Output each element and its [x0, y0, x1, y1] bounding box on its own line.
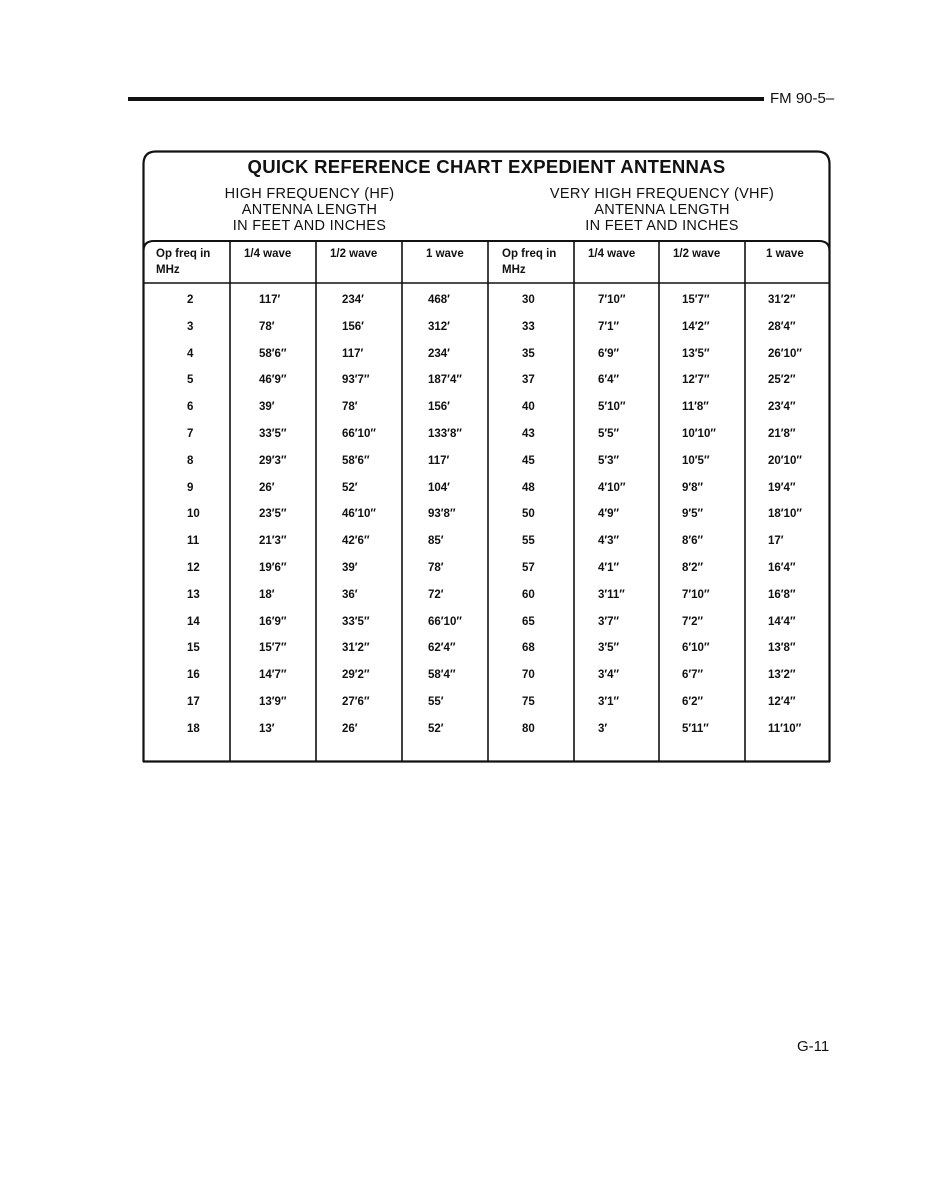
table-cell-vhf-full-wave: 23′4″	[768, 401, 796, 414]
table-cell-op-freq-hf: 14	[187, 615, 200, 628]
table-cell-vhf-half-wave: 15′7″	[682, 294, 710, 306]
table-cell-vhf-half-wave: 6′7″	[682, 669, 704, 682]
table-cell-vhf-full-wave: 12′4″	[768, 696, 796, 708]
table-cell-op-freq-hf: 13	[187, 588, 200, 601]
table-cell-hf-full-wave: 104′	[428, 481, 450, 494]
table-cell-hf-half-wave: 27′6″	[342, 696, 370, 708]
table-cell-op-freq-vhf: 35	[522, 347, 535, 360]
table-cell-vhf-full-wave: 25′2″	[768, 374, 796, 387]
table-cell-hf-full-wave: 312′	[428, 320, 450, 333]
hf-heading-line: HIGH FREQUENCY (HF)	[224, 186, 395, 202]
table-cell-hf-half-wave: 58′6″	[342, 454, 370, 467]
table-cell-op-freq-vhf: 65	[522, 615, 535, 628]
table-cell-vhf-half-wave: 6′2″	[682, 696, 704, 708]
table-cell-vhf-full-wave: 16′8″	[768, 588, 796, 601]
table-cell-vhf-half-wave: 10′5″	[682, 454, 710, 467]
table-cell-op-freq-vhf: 70	[522, 669, 535, 682]
column-header-hf-quarter-wave: 1/4 wave	[244, 248, 292, 260]
table-cell-op-freq-vhf: 48	[522, 481, 535, 494]
table-cell-vhf-quarter-wave: 3′	[598, 722, 608, 735]
table-cell-op-freq-hf: 8	[187, 454, 194, 467]
table-cell-vhf-quarter-wave: 4′9″	[598, 508, 620, 521]
vhf-heading-line: IN FEET AND INCHES	[585, 218, 739, 234]
table-cell-hf-full-wave: 55′	[428, 696, 444, 708]
table-cell-op-freq-vhf: 30	[522, 294, 535, 306]
table-cell-vhf-quarter-wave: 3′11″	[598, 588, 625, 601]
table-cell-hf-half-wave: 36′	[342, 588, 358, 601]
table-cell-vhf-half-wave: 9′8″	[682, 481, 704, 494]
table-cell-op-freq-vhf: 40	[522, 401, 535, 414]
vhf-heading	[522, 186, 802, 234]
table-cell-vhf-full-wave: 26′10″	[768, 347, 802, 360]
column-header-vhf-half-wave: 1/2 wave	[673, 248, 721, 260]
table-cell-hf-full-wave: 85′	[428, 535, 444, 548]
table-cell-op-freq-hf: 16	[187, 669, 200, 682]
table-cell-op-freq-vhf: 55	[522, 535, 535, 548]
table-cell-vhf-half-wave: 11′8″	[682, 401, 709, 414]
table-cell-vhf-half-wave: 8′6″	[682, 535, 704, 548]
table-cell-op-freq-vhf: 45	[522, 454, 535, 467]
table-cell-vhf-quarter-wave: 3′5″	[598, 642, 620, 655]
table-cell-op-freq-hf: 9	[187, 481, 194, 494]
table-cell-hf-full-wave: 93′8″	[428, 508, 456, 521]
table-cell-hf-half-wave: 29′2″	[342, 669, 370, 682]
table-cell-hf-quarter-wave: 18′	[259, 588, 275, 601]
table-cell-hf-half-wave: 93′7″	[342, 374, 370, 387]
chart-frame-lines	[142, 150, 831, 763]
table-cell-op-freq-vhf: 68	[522, 642, 535, 655]
table-cell-hf-half-wave: 31′2″	[342, 642, 370, 655]
table-cell-hf-full-wave: 66′10″	[428, 615, 462, 628]
table-cell-op-freq-hf: 3	[187, 320, 194, 333]
header-rule	[128, 97, 764, 101]
table-cell-vhf-quarter-wave: 7′1″	[598, 320, 620, 333]
table-cell-vhf-quarter-wave: 4′1″	[598, 562, 620, 574]
vhf-heading-line: VERY HIGH FREQUENCY (VHF)	[549, 186, 775, 202]
table-cell-vhf-half-wave: 9′5″	[682, 508, 704, 521]
table-cell-hf-quarter-wave: 13′	[259, 722, 275, 735]
table-cell-hf-full-wave: 78′	[428, 562, 444, 574]
table-cell-hf-full-wave: 72′	[428, 588, 444, 601]
table-cell-vhf-quarter-wave: 4′3″	[598, 535, 620, 548]
table-cell-vhf-half-wave: 13′5″	[682, 347, 710, 360]
table-cell-vhf-quarter-wave: 5′5″	[598, 428, 620, 440]
table-cell-hf-full-wave: 468′	[428, 294, 450, 306]
table-cell-hf-quarter-wave: 14′7″	[259, 669, 287, 682]
table-cell-op-freq-hf: 7	[187, 428, 194, 440]
table-cell-hf-quarter-wave: 58′6″	[259, 347, 287, 360]
table-cell-vhf-half-wave: 8′2″	[682, 562, 704, 574]
table-cell-op-freq-hf: 6	[187, 401, 194, 414]
document-id: FM 90-5–	[770, 90, 835, 107]
table-cell-vhf-half-wave: 14′2″	[682, 320, 710, 333]
table-cell-op-freq-hf: 4	[187, 347, 194, 360]
chart-title: QUICK REFERENCE CHART EXPEDIENT ANTENNAS	[247, 156, 726, 177]
column-header-vhf-full-wave: 1 wave	[766, 248, 804, 260]
table-cell-op-freq-vhf: 80	[522, 722, 535, 735]
table-cell-hf-quarter-wave: 29′3″	[259, 454, 287, 467]
table-cell-hf-full-wave: 52′	[428, 722, 444, 735]
page-number: G-11	[797, 1038, 830, 1055]
column-header-op-freq-vhf: Op freq in MHz	[502, 248, 557, 276]
table-cell-vhf-full-wave: 13′2″	[768, 669, 796, 682]
table-cell-op-freq-vhf: 50	[522, 508, 535, 521]
table-cell-vhf-full-wave: 19′4″	[768, 481, 796, 494]
hf-heading-line: IN FEET AND INCHES	[232, 218, 387, 234]
table-cell-hf-half-wave: 156′	[342, 320, 364, 333]
column-header-hf-full-wave: 1 wave	[426, 248, 464, 260]
table-cell-vhf-quarter-wave: 5′3″	[598, 454, 620, 467]
table-cell-hf-quarter-wave: 21′3″	[259, 535, 287, 548]
table-cell-vhf-quarter-wave: 3′7″	[598, 615, 620, 628]
hf-heading-line: ANTENNA LENGTH	[241, 202, 378, 218]
table-cell-vhf-quarter-wave: 5′10″	[598, 401, 626, 414]
table-cell-hf-quarter-wave: 117′	[259, 294, 281, 306]
table-cell-op-freq-hf: 5	[187, 374, 194, 387]
table-cell-op-freq-hf: 15	[187, 642, 200, 655]
table-cell-vhf-full-wave: 31′2″	[768, 294, 796, 306]
table-cell-hf-half-wave: 66′10″	[342, 428, 376, 440]
table-cell-vhf-half-wave: 7′10″	[682, 588, 710, 601]
column-header-vhf-quarter-wave: 1/4 wave	[588, 248, 636, 260]
table-cell-vhf-quarter-wave: 6′4″	[598, 374, 620, 387]
table-cell-hf-full-wave: 187′4″	[428, 374, 462, 387]
vhf-heading-line: ANTENNA LENGTH	[594, 202, 730, 218]
table-cell-hf-quarter-wave: 46′9″	[259, 374, 287, 387]
table-cell-hf-full-wave: 156′	[428, 401, 450, 414]
table-cell-hf-full-wave: 117′	[428, 454, 450, 467]
table-cell-hf-half-wave: 46′10″	[342, 508, 376, 521]
table-cell-hf-quarter-wave: 39′	[259, 401, 275, 414]
table-cell-hf-full-wave: 62′4″	[428, 642, 456, 655]
table-cell-vhf-full-wave: 20′10″	[768, 454, 802, 467]
table-cell-hf-half-wave: 52′	[342, 481, 358, 494]
table-cell-op-freq-hf: 2	[187, 294, 194, 306]
table-cell-op-freq-hf: 12	[187, 562, 200, 574]
table-cell-vhf-quarter-wave: 7′10″	[598, 294, 626, 306]
table-cell-vhf-half-wave: 12′7″	[682, 374, 710, 387]
table-cell-hf-full-wave: 133′8″	[428, 428, 462, 440]
table-cell-hf-half-wave: 78′	[342, 401, 358, 414]
table-cell-vhf-quarter-wave: 3′4″	[598, 669, 620, 682]
table-cell-hf-half-wave: 234′	[342, 294, 364, 306]
table-cell-op-freq-vhf: 60	[522, 588, 535, 601]
table-cell-vhf-quarter-wave: 4′10″	[598, 481, 626, 494]
table-cell-hf-quarter-wave: 26′	[259, 481, 275, 494]
table-cell-op-freq-hf: 17	[187, 696, 200, 708]
table-cell-hf-quarter-wave: 15′7″	[259, 642, 287, 655]
table-cell-hf-quarter-wave: 33′5″	[259, 428, 287, 440]
table-cell-hf-half-wave: 42′6″	[342, 535, 370, 548]
table-cell-op-freq-hf: 11	[187, 535, 200, 548]
table-cell-vhf-full-wave: 28′4″	[768, 320, 796, 333]
table-cell-op-freq-hf: 10	[187, 508, 200, 521]
table-cell-vhf-full-wave: 16′4″	[768, 562, 796, 574]
table-cell-op-freq-hf: 18	[187, 722, 200, 735]
table-cell-vhf-half-wave: 10′10″	[682, 428, 716, 440]
table-cell-hf-full-wave: 234′	[428, 347, 450, 360]
table-cell-op-freq-vhf: 33	[522, 320, 535, 333]
table-cell-op-freq-vhf: 57	[522, 562, 535, 574]
table-cell-hf-half-wave: 26′	[342, 722, 358, 735]
table-cell-vhf-full-wave: 13′8″	[768, 642, 796, 655]
table-cell-op-freq-vhf: 37	[522, 374, 535, 387]
column-header-op-freq-hf: Op freq in MHz	[156, 248, 211, 276]
table-cell-hf-half-wave: 33′5″	[342, 615, 370, 628]
table-cell-hf-half-wave: 117′	[342, 347, 364, 360]
table-cell-hf-quarter-wave: 19′6″	[259, 562, 287, 574]
table-cell-vhf-quarter-wave: 3′1″	[598, 696, 620, 708]
table-cell-hf-quarter-wave: 13′9″	[259, 696, 287, 708]
table-cell-hf-quarter-wave: 23′5″	[259, 508, 287, 521]
column-header-hf-half-wave: 1/2 wave	[330, 248, 378, 260]
table-cell-op-freq-vhf: 75	[522, 696, 535, 708]
table-cell-hf-full-wave: 58′4″	[428, 669, 456, 682]
table-cell-op-freq-vhf: 43	[522, 428, 535, 440]
table-cell-vhf-full-wave: 18′10″	[768, 508, 802, 521]
table-cell-hf-half-wave: 39′	[342, 562, 358, 574]
reference-chart	[142, 150, 831, 763]
table-cell-hf-quarter-wave: 78′	[259, 320, 275, 333]
table-cell-vhf-full-wave: 11′10″	[768, 722, 802, 735]
table-cell-vhf-full-wave: 17′	[768, 535, 784, 548]
table-cell-vhf-full-wave: 14′4″	[768, 615, 796, 628]
hf-heading	[182, 186, 437, 234]
table-cell-vhf-full-wave: 21′8″	[768, 428, 796, 440]
table-cell-vhf-half-wave: 7′2″	[682, 615, 704, 628]
table-cell-hf-quarter-wave: 16′9″	[259, 615, 287, 628]
table-cell-vhf-half-wave: 6′10″	[682, 642, 710, 655]
table-cell-vhf-quarter-wave: 6′9″	[598, 347, 620, 360]
table-cell-vhf-half-wave: 5′11″	[682, 722, 709, 735]
